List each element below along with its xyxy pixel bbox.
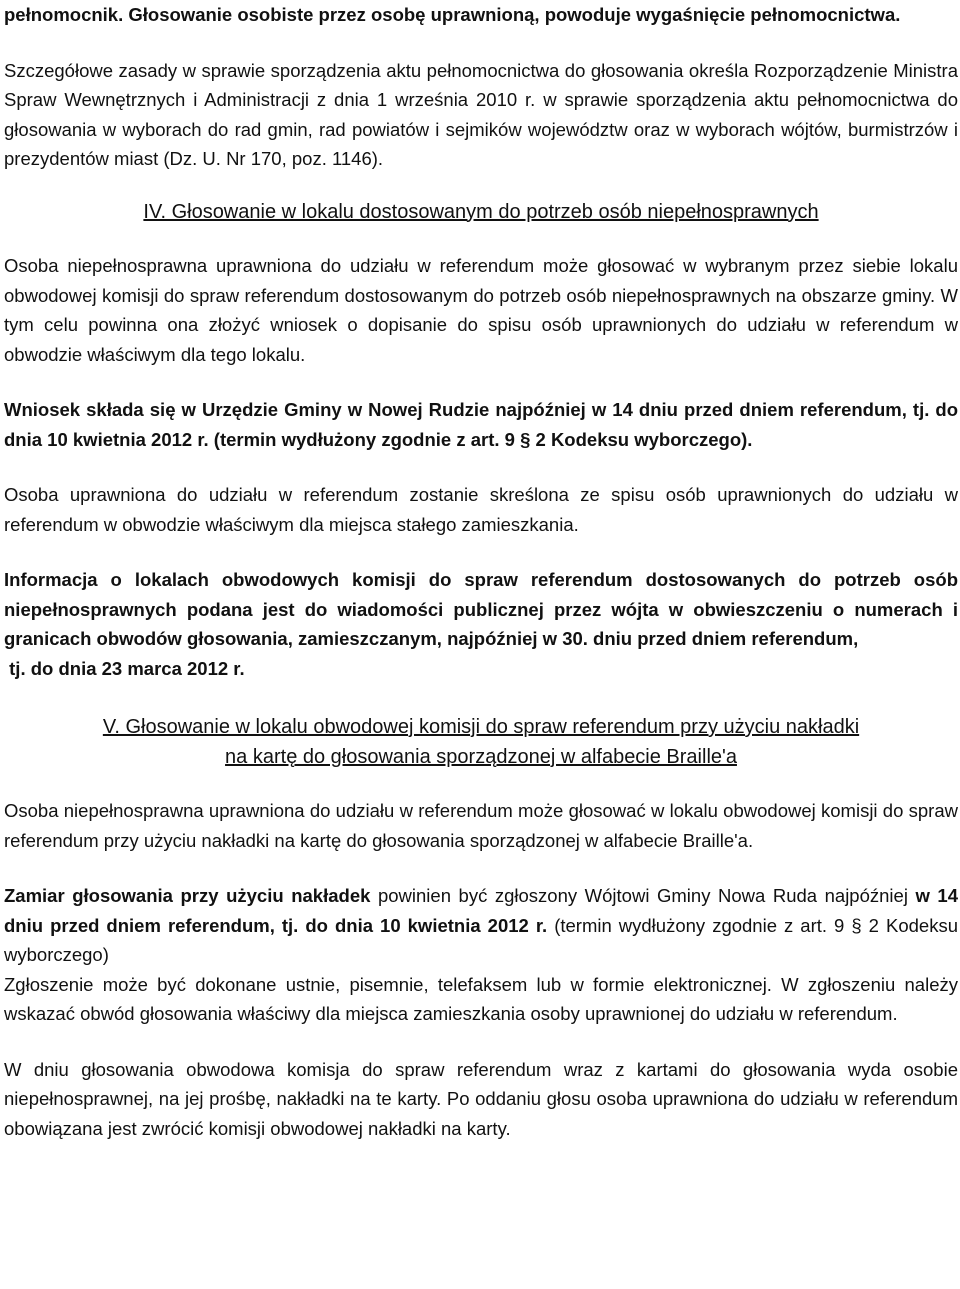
section-heading-v-line2-text: na kartę do głosowania sporządzonej w alfabecie Braille'a bbox=[225, 745, 737, 768]
section-heading-v-line2 bbox=[4, 743, 958, 773]
paragraph-information-date bbox=[4, 654, 958, 684]
braille-request-bold-1: Zamiar głosowania przy użyciu nakładek bbox=[4, 885, 371, 906]
paragraph-braille-voting: Osoba niepełnosprawna uprawniona do udziału w referendum może głosować w lokalu obwodowej komisji do spraw referendum przy użyciu nakładki na kartę do głosowania sporządzonej w alfabecie Braille'a. bbox=[4, 800, 958, 851]
section-heading-iv-text: IV. Głosowanie w lokalu dostosowanym do potrzeb osób niepełnosprawnych bbox=[143, 200, 819, 223]
paragraph-disabled-voting bbox=[4, 251, 958, 369]
paragraph-election-day: W dniu głosowania obwodowa komisja do spraw referendum wraz z kartami do głosowania wyda osobie niepełnosprawnej, na jej prośbę, nakładki na te karty. Po oddaniu głosu osoba uprawniona do udziału w referendum obowiązana jest zwrócić komisji obwodowej nakładki na karty. bbox=[4, 1058, 958, 1139]
paragraph-proxy-end: pełnomocnik. Głosowanie osobiste przez osobę uprawnioną, powoduje wygaśnięcie pełnomocnictwa. bbox=[4, 4, 901, 25]
braille-request-bold-2: w 14 dniu przed dniem referendum, tj. do dnia 10 kwietnia 2012 r. bbox=[4, 885, 959, 936]
document-page bbox=[4, 0, 958, 1143]
section-heading-v-line1-text: V. Głosowanie w lokalu obwodowej komisji do spraw referendum przy użyciu nakładki bbox=[102, 716, 860, 738]
paragraph-regulation: Szczegółowe zasady w sprawie sporządzenia aktu pełnomocnictwa do głosowania określa Rozporządzenie Ministra Spraw Wewnętrznych i Administracji z dnia 1 września 2010 r. w sprawie sporządzenia aktu pełnomocnictwa do głosowania w wyborach do rad gmin, rad powiatów i sejmików województw oraz w wyborach wójtów, burmistrzów i prezydentów miast (Dz. U. Nr 170, poz. 1146). bbox=[4, 59, 958, 169]
paragraph-application-deadline: Wniosek składa się w Urzędzie Gminy w Nowej Rudzie najpóźniej w 14 dniu przed dniem referendum, tj. do dnia 10 kwietnia 2012 r. (termin wydłużony zgodnie z art. 9 § 2 Kodeksu wyborczego). bbox=[4, 399, 958, 450]
section-heading-iv bbox=[4, 198, 958, 228]
braille-request-text-1: powinien być zgłoszony Wójtowi Gminy Nowa Ruda najpóźniej bbox=[370, 885, 916, 906]
paragraph-braille-request bbox=[4, 881, 958, 970]
information-date-text: tj. do dnia 23 marca 2012 r. bbox=[9, 657, 245, 679]
paragraph-disabled-voting-a: Osoba niepełnosprawna uprawniona do udziału w referendum może głosować w wybranym przez siebie lokalu obwodowej komisji do spraw referendum dostosowanym do potrzeb osób niepełnosprawnych na obszarze gminy. bbox=[4, 255, 958, 306]
section-heading-v-line1 bbox=[4, 713, 958, 743]
paragraph-request-form: Zgłoszenie może być dokonane ustnie, pisemnie, telefaksem lub w formie elektronicznej. W zgłoszeniu należy wskazać obwód głosowania właściwy dla miejsca zamieszkania osoby uprawnionej do udziału w referendum. bbox=[4, 973, 958, 1024]
paragraph-removal-from-list: Osoba uprawniona do udziału w referendum zostanie skreślona ze spisu osób uprawnionych do udziału w referendum w obwodzie właściwym dla miejsca stałego zamieszkania. bbox=[4, 484, 958, 535]
braille-request-text-2: (termin wydłużony zgodnie z art. 9 § 2 Kodeksu wyborczego) bbox=[4, 914, 958, 965]
paragraph-disabled-voting-b: W tym celu powinna ona złożyć wniosek o dopisanie do spisu osób uprawnionych do udziału w referendum w obwodzie właściwym dla tego lokalu. bbox=[4, 284, 959, 365]
paragraph-information-notice: Informacja o lokalach obwodowych komisji do spraw referendum dostosowanych do potrzeb osób niepełnosprawnych podana jest do wiadomości publicznej przez wójta w obwieszczeniu o numerach i granicach obwodów głosowania, zamieszczanym, najpóźniej w 30. dniu przed dniem referendum, bbox=[4, 569, 958, 649]
